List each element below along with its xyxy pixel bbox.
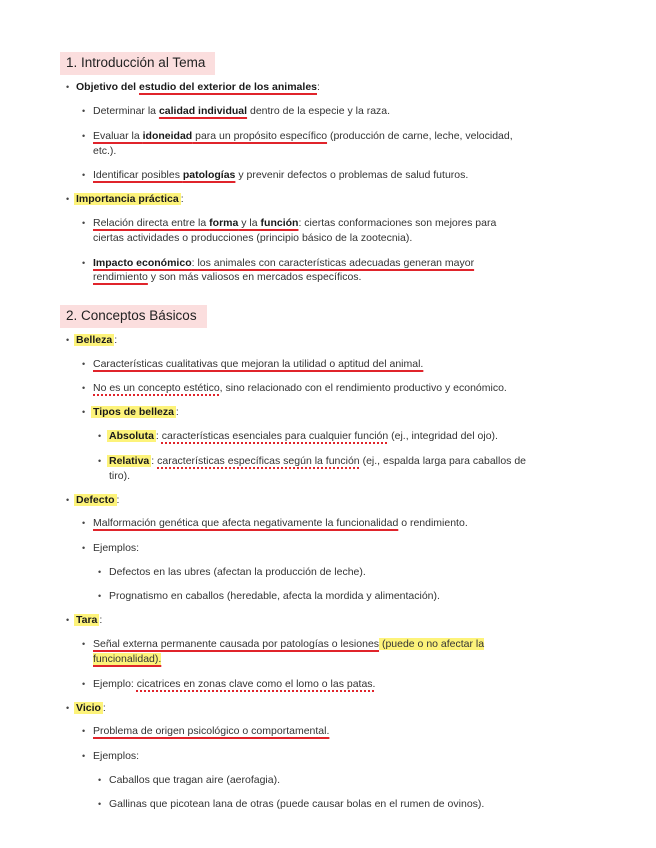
bullet: •	[66, 194, 70, 204]
vicio-item-1: Problema de origen psicológico o comportamental.	[93, 725, 330, 737]
section-1-title: 1. Introducción al Tema	[60, 52, 215, 75]
bullet: •	[82, 407, 86, 417]
bullet: •	[82, 359, 86, 369]
belleza-heading: Belleza :	[76, 334, 118, 346]
importancia-item-1: Relación directa entre la forma y la función: ciertas conformaciones son mejores para	[93, 217, 497, 229]
objetivo-item-3: Identificar posibles patologías y prevenir defectos o problemas de salud futuros.	[93, 169, 469, 181]
bullet: •	[82, 131, 86, 141]
bullet: •	[98, 799, 102, 809]
bullet: •	[82, 170, 86, 180]
vicio-ejemplos-label: Ejemplos:	[93, 750, 140, 762]
tipos-heading: Tipos de belleza :	[93, 406, 179, 418]
tara-item-2: Ejemplo: cicatrices en zonas clave como el lomo o las patas.	[93, 678, 376, 690]
tipo-relativa: Relativa : características específicas según la función (ej., espalda larga para caballos de	[109, 455, 527, 467]
tipo-relativa-cont: tiro).	[109, 470, 130, 482]
tara-item-1-cont: funcionalidad).	[93, 653, 162, 665]
defecto-heading: Defecto :	[76, 494, 120, 506]
bullet: •	[82, 106, 86, 116]
bullet: •	[98, 591, 102, 601]
section-2-title: 2. Conceptos Básicos	[60, 305, 207, 328]
bullet: •	[98, 775, 102, 785]
importancia-item-1-cont: ciertas actividades o producciones (principio básico de la zootecnia).	[93, 232, 413, 244]
objetivo-item-2-cont: etc.).	[93, 145, 117, 157]
tara-item-1: Señal externa permanente causada por patologías o lesiones (puede o no afectar la	[93, 638, 485, 650]
objetivo-item-2: Evaluar la idoneidad para un propósito específico (producción de carne, leche, velocidad,	[93, 130, 513, 142]
bullet: •	[82, 726, 86, 736]
bullet: •	[82, 258, 86, 268]
bullet: •	[82, 679, 86, 689]
defecto-item-1: Malformación genética que afecta negativamente la funcionalidad o rendimiento.	[93, 517, 468, 529]
defecto-ejemplo-1: Defectos en las ubres (afectan la producción de leche).	[109, 566, 366, 578]
bullet: •	[82, 543, 86, 553]
bullet: •	[82, 218, 86, 228]
bullet: •	[66, 82, 70, 92]
importancia-item-2: Impacto económico: los animales con características adecuadas generan mayor	[93, 257, 475, 269]
defecto-ejemplos-label: Ejemplos:	[93, 542, 140, 554]
belleza-item-2: No es un concepto estético, sino relacionado con el rendimiento productivo y económico.	[93, 382, 507, 394]
bullet: •	[82, 518, 86, 528]
bullet: •	[98, 567, 102, 577]
bullet: •	[66, 335, 70, 345]
bullet: •	[82, 639, 86, 649]
vicio-heading: Vicio :	[76, 702, 106, 714]
bullet: •	[98, 431, 102, 441]
importancia-item-2-cont: rendimiento y son más valiosos en mercados específicos.	[93, 271, 362, 283]
bullet: •	[66, 615, 70, 625]
objetivo-item-1: Determinar la calidad individual dentro de la especie y la raza.	[93, 105, 391, 117]
bullet: •	[66, 495, 70, 505]
objetivo-heading: Objetivo del estudio del exterior de los animales:	[76, 81, 320, 93]
vicio-ejemplo-1: Caballos que tragan aire (aerofagia).	[109, 774, 281, 786]
importancia-heading: Importancia práctica :	[76, 193, 184, 205]
defecto-ejemplo-2: Prognatismo en caballos (heredable, afecta la mordida y alimentación).	[109, 590, 440, 602]
bullet: •	[82, 383, 86, 393]
bullet: •	[66, 703, 70, 713]
tara-heading: Tara :	[76, 614, 103, 626]
bullet: •	[98, 456, 102, 466]
vicio-ejemplo-2: Gallinas que picotean lana de otras (puede causar bolas en el rumen de ovinos).	[109, 798, 485, 810]
belleza-item-1: Características cualitativas que mejoran la utilidad o aptitud del animal.	[93, 358, 424, 370]
bullet: •	[82, 751, 86, 761]
tipo-absoluta: Absoluta : características esenciales para cualquier función (ej., integridad del ojo).	[109, 430, 498, 442]
